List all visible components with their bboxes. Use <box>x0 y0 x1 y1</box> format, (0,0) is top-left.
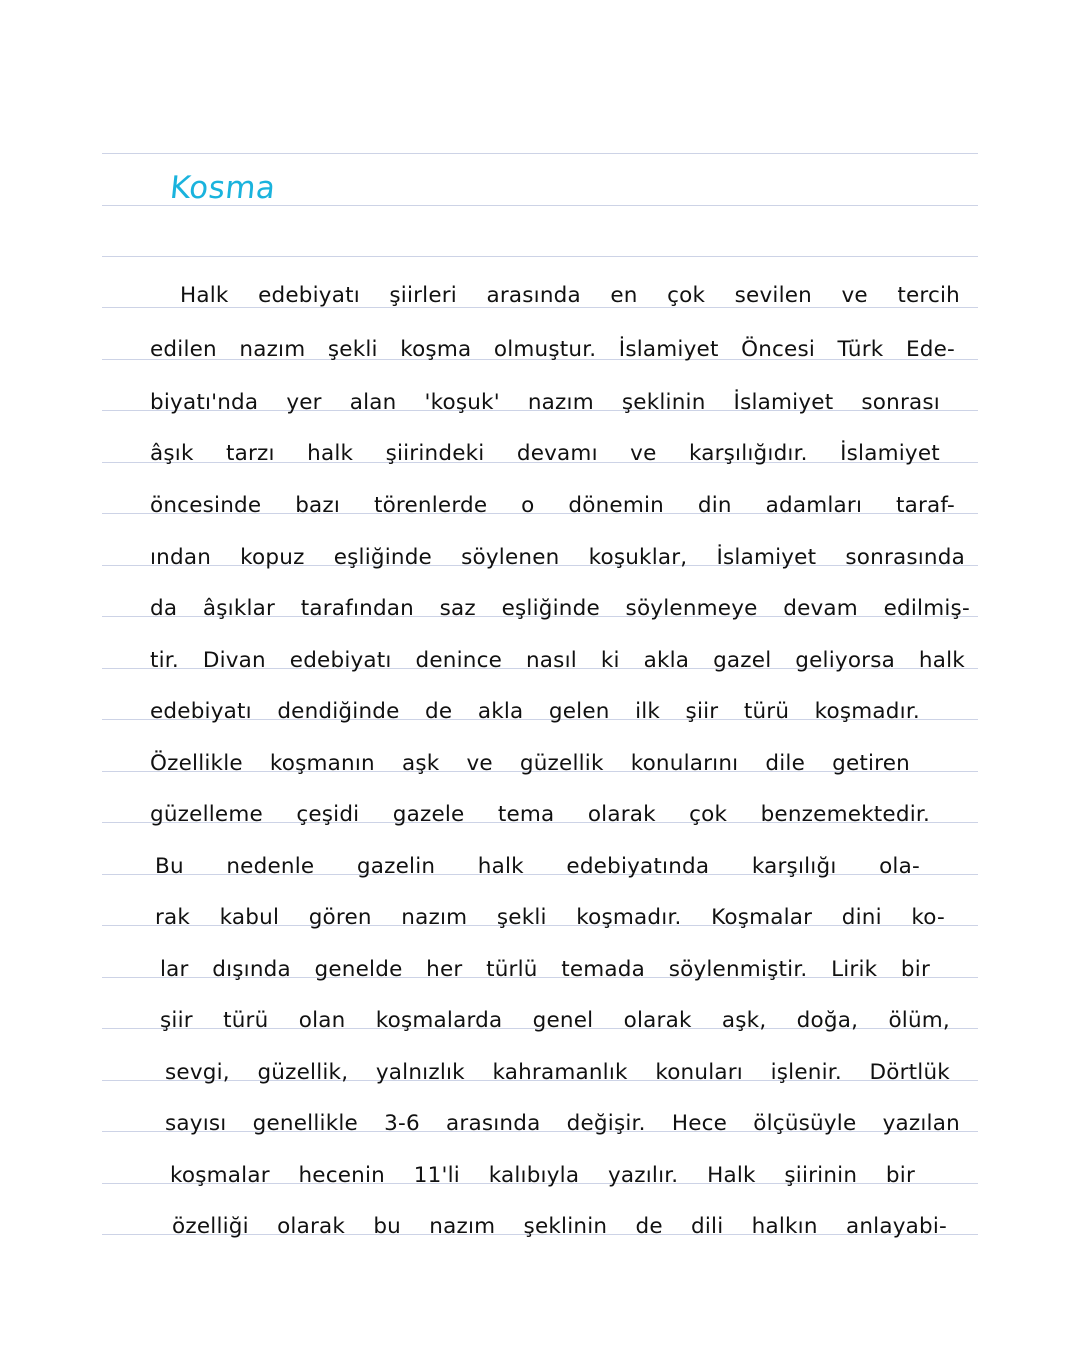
text-line: Halk edebiyatı şiirleri arasında en çok sevilen ve tercih <box>180 283 960 308</box>
text-line: güzelleme çeşidi gazele tema olarak çok benzemektedir. <box>150 802 930 827</box>
text-line: da âşıklar tarafından saz eşliğinde söylenmeye devam edilmiş- <box>150 596 970 621</box>
text-line: sevgi, güzellik, yalnızlık kahramanlık konuları işlenir. Dörtlük <box>165 1060 950 1085</box>
text-line: Özellikle koşmanın aşk ve güzellik konularını dile getiren <box>150 751 910 776</box>
ruled-line <box>102 153 978 154</box>
text-line: özelliği olarak bu nazım şeklinin de dili halkın anlayabi- <box>172 1214 947 1239</box>
text-line: sayısı genellikle 3-6 arasında değişir. Hece ölçüsüyle yazılan <box>165 1111 960 1136</box>
text-line: rak kabul gören nazım şekli koşmadır. Koşmalar dini ko- <box>155 905 945 930</box>
ruled-line <box>102 256 978 257</box>
text-line: şiir türü olan koşmalarda genel olarak aşk, doğa, ölüm, <box>160 1008 950 1033</box>
text-line: edilen nazım şekli koşma olmuştur. İslamiyet Öncesi Türk Ede- <box>150 337 955 362</box>
text-line: âşık tarzı halk şiirindeki devamı ve karşılığıdır. İslamiyet <box>150 441 940 466</box>
text-line: lar dışında genelde her türlü temada söylenmiştir. Lirik bir <box>160 957 930 982</box>
text-line: koşmalar hecenin 11'li kalıbıyla yazılır. Halk şiirinin bir <box>170 1163 915 1188</box>
text-line: Bu nedenle gazelin halk edebiyatında karşılığı ola- <box>155 854 920 879</box>
page-title: Kosma <box>168 170 278 206</box>
text-line: öncesinde bazı törenlerde o dönemin din adamları taraf- <box>150 493 955 518</box>
text-line: tir. Divan edebiyatı denince nasıl ki akla gazel geliyorsa halk <box>150 648 965 673</box>
text-line: edebiyatı dendiğinde de akla gelen ilk şiir türü koşmadır. <box>150 699 920 724</box>
text-line: biyatı'nda yer alan 'koşuk' nazım şeklinin İslamiyet sonrası <box>150 390 940 415</box>
text-line: ından kopuz eşliğinde söylenen koşuklar, İslamiyet sonrasında <box>150 545 965 570</box>
